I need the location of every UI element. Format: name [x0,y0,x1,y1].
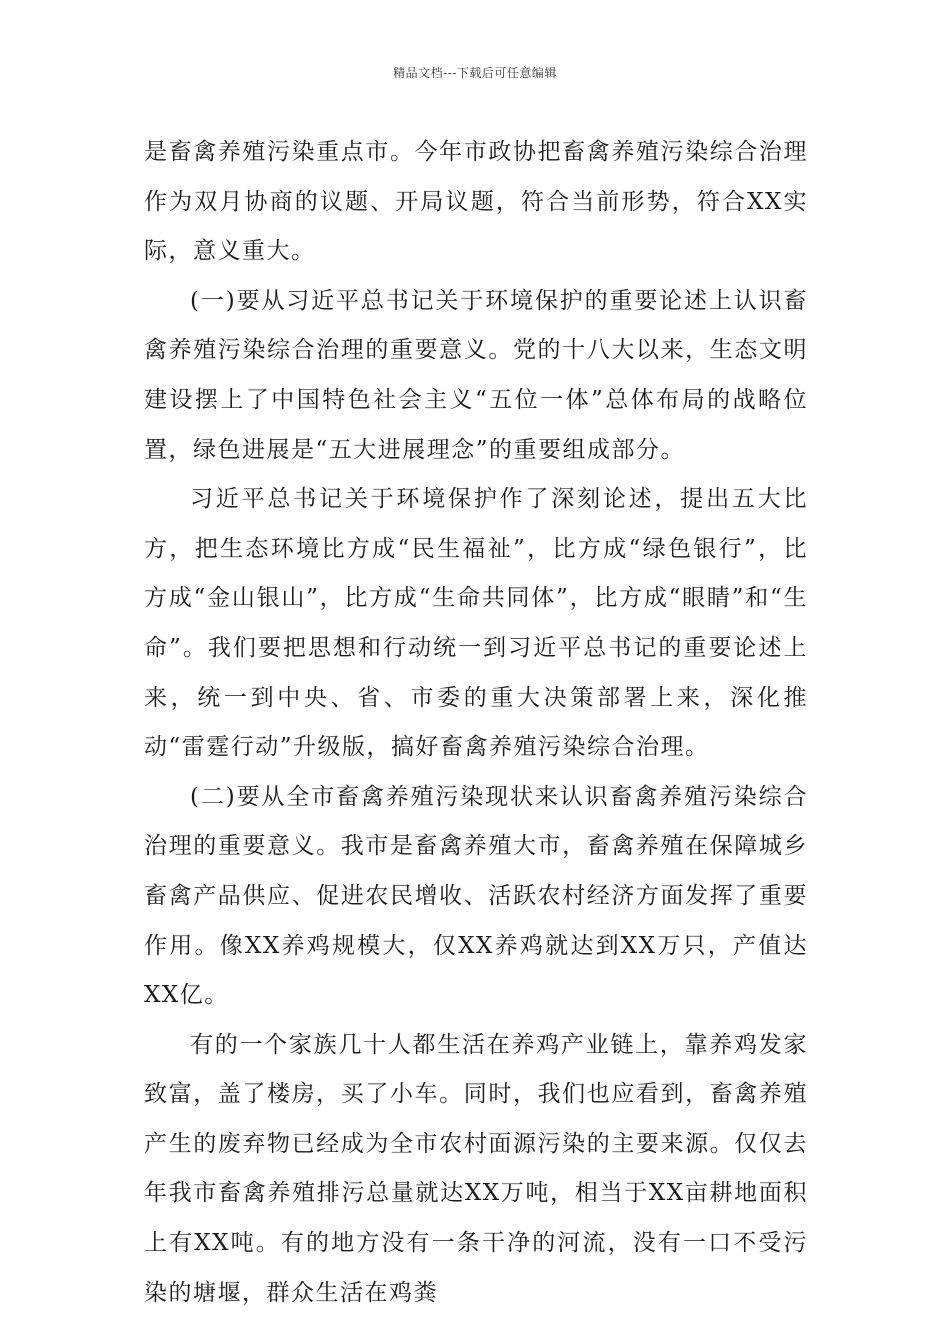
document-body [144,128,808,1318]
paragraph: 习近平总书记关于环境保护作了深刻论述，提出五大比方，把生态环境比方成“民生福祉”，比方成“绿色银行”，比方成“金山银山”，比方成“生命共同体”，比方成“眼睛”和“生命”。我们要把思想和行动统一到习近平总书记的重要论述上来，统一到中央、省、市委的重大决策部署上来，深化推动“雷霆行动”升级版，搞好畜禽养殖污染综合治理。 [144,486,808,761]
paragraph: 有的一个家族几十人都生活在养鸡产业链上，靠养鸡发家致富，盖了楼房，买了小车。同时，我们也应看到，畜禽养殖产生的废弃物已经成为全市农村面源污染的主要来源。仅仅去年我市畜禽养殖排污总量就达XX万吨，相当于XX亩耕地面积上有XX吨。有的地方没有一条干净的河流，没有一口不受污染的塘堰，群众生活在鸡粪 [144,1031,808,1306]
paragraph: (一)要从习近平总书记关于环境保护的重要论述上认识畜禽养殖污染综合治理的重要意义。党的十八大以来，生态文明建设摆上了中国特色社会主义“五位一体”总体布局的战略位置，绿色进展是“五大进展理念”的重要组成部分。 [144,287,808,463]
page-header: 精品文档---下载后可任意编辑 [393,66,557,80]
paragraph: 是畜禽养殖污染重点市。今年市政协把畜禽养殖污染综合治理作为双月协商的议题、开局议题，符合当前形势，符合XX实际，意义重大。 [144,139,808,265]
paragraph: (二)要从全市畜禽养殖污染现状来认识畜禽养殖污染综合治理的重要意义。我市是畜禽养殖大市，畜禽养殖在保障城乡畜禽产品供应、促进农民增收、活跃农村经济方面发挥了重要作用。像XX养鸡规模大，仅XX养鸡就达到XX万只，产值达XX亿。 [144,783,808,1009]
